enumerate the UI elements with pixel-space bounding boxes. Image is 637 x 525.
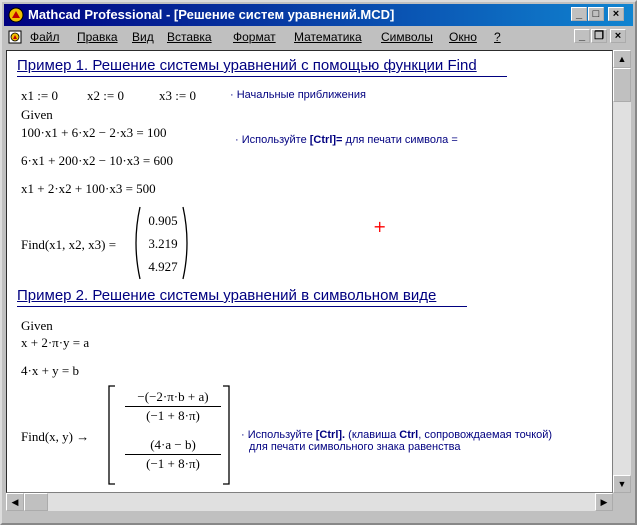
horizontal-scroll-thumb[interactable] <box>24 493 48 511</box>
result-x2: 3.219 <box>148 236 178 251</box>
window-title: Mathcad Professional - [Решение систем уравнений.MCD] <box>28 7 395 22</box>
scroll-down-arrow-icon[interactable]: ▼ <box>613 475 631 493</box>
given-keyword-2[interactable]: Given <box>21 318 53 333</box>
horizontal-scrollbar[interactable] <box>6 493 613 511</box>
symbolic-result-x <box>125 389 221 424</box>
doc-restore-button[interactable]: ❐ <box>591 29 607 43</box>
example1-region-line <box>17 76 507 77</box>
menu-format[interactable]: Формат <box>233 30 276 44</box>
crosshair-cursor: + <box>373 217 387 236</box>
symbolic-equation-1[interactable]: x + 2·π·y = a <box>21 335 90 350</box>
worksheet[interactable] <box>6 50 613 493</box>
result-x3: 4.927 <box>148 259 178 274</box>
result-vector <box>143 209 183 278</box>
find-call-2[interactable]: Find(x, y) → <box>21 429 90 444</box>
scroll-up-arrow-icon[interactable]: ▲ <box>613 50 631 68</box>
vertical-scroll-thumb[interactable] <box>613 68 631 102</box>
status-bar <box>4 513 633 523</box>
menu-math[interactable]: Математика <box>294 30 362 44</box>
menu-edit[interactable]: Правка <box>77 30 118 44</box>
example1-heading: Пример 1. Решение системы уравнений с помощью функции Find <box>17 57 477 74</box>
mathcad-app-icon[interactable] <box>8 7 24 23</box>
result-x-denominator: (−1 + 8·π) <box>146 408 200 423</box>
equation-1[interactable]: 100·x1 + 6·x2 − 2·x3 = 100 <box>21 125 167 140</box>
init-comment[interactable]: · Начальные приближения <box>230 89 366 101</box>
doc-close-button[interactable]: × <box>610 29 626 43</box>
fraction-bar <box>125 454 221 455</box>
menu-help[interactable]: ? <box>494 30 501 44</box>
example2-heading: Пример 2. Решение системы уравнений в символьном виде <box>17 287 437 304</box>
minimize-button[interactable]: _ <box>571 7 587 21</box>
symbolic-equation-2[interactable]: 4·x + y = b <box>21 363 79 378</box>
vertical-scrollbar[interactable] <box>613 50 631 493</box>
scroll-left-arrow-icon[interactable]: ◀ <box>6 493 24 511</box>
title-bar[interactable] <box>4 4 633 26</box>
menu-view[interactable]: Вид <box>132 30 154 44</box>
result-left-paren <box>130 205 142 281</box>
result-y-numerator: (4·a − b) <box>150 437 196 452</box>
menu-bar <box>4 27 633 47</box>
scroll-right-arrow-icon[interactable]: ▶ <box>595 493 613 511</box>
menu-insert[interactable]: Вставка <box>167 30 212 44</box>
result-x1: 0.905 <box>148 213 178 228</box>
given-keyword-1[interactable]: Given <box>21 107 53 122</box>
symbolic-result-y <box>125 437 221 472</box>
document-icon[interactable] <box>8 30 22 44</box>
init-x2[interactable]: x2 := 0 <box>87 88 124 103</box>
example2-region-line <box>17 306 467 307</box>
symbolic-right-bracket <box>221 385 231 485</box>
symbolic-left-bracket <box>107 385 117 485</box>
init-x1[interactable]: x1 := 0 <box>21 88 58 103</box>
equation-3[interactable]: x1 + 2·x2 + 100·x3 = 500 <box>21 181 156 196</box>
ctrl-equals-comment[interactable]: · Используйте [Ctrl]= для печати символа = <box>235 134 458 146</box>
init-x3[interactable]: x3 := 0 <box>159 88 196 103</box>
menu-symbolics[interactable]: Символы <box>381 30 433 44</box>
maximize-button[interactable]: □ <box>588 7 604 21</box>
result-x-numerator: −(−2·π·b + a) <box>137 389 209 404</box>
find-call-1[interactable]: Find(x1, x2, x3) = <box>21 237 117 252</box>
fraction-bar <box>125 406 221 407</box>
equation-2[interactable]: 6·x1 + 200·x2 − 10·x3 = 600 <box>21 153 173 168</box>
ctrl-dot-comment[interactable]: · Используйте [Ctrl]. (клавиша Ctrl, сопровождаемая точкой) для печати символьного знака равенства <box>241 429 553 453</box>
menu-file[interactable]: Файл <box>30 30 60 44</box>
doc-minimize-button[interactable]: _ <box>574 29 590 43</box>
menu-window[interactable]: Окно <box>449 30 477 44</box>
close-button[interactable]: × <box>608 7 624 21</box>
result-y-denominator: (−1 + 8·π) <box>146 456 200 471</box>
result-right-paren <box>181 205 193 281</box>
